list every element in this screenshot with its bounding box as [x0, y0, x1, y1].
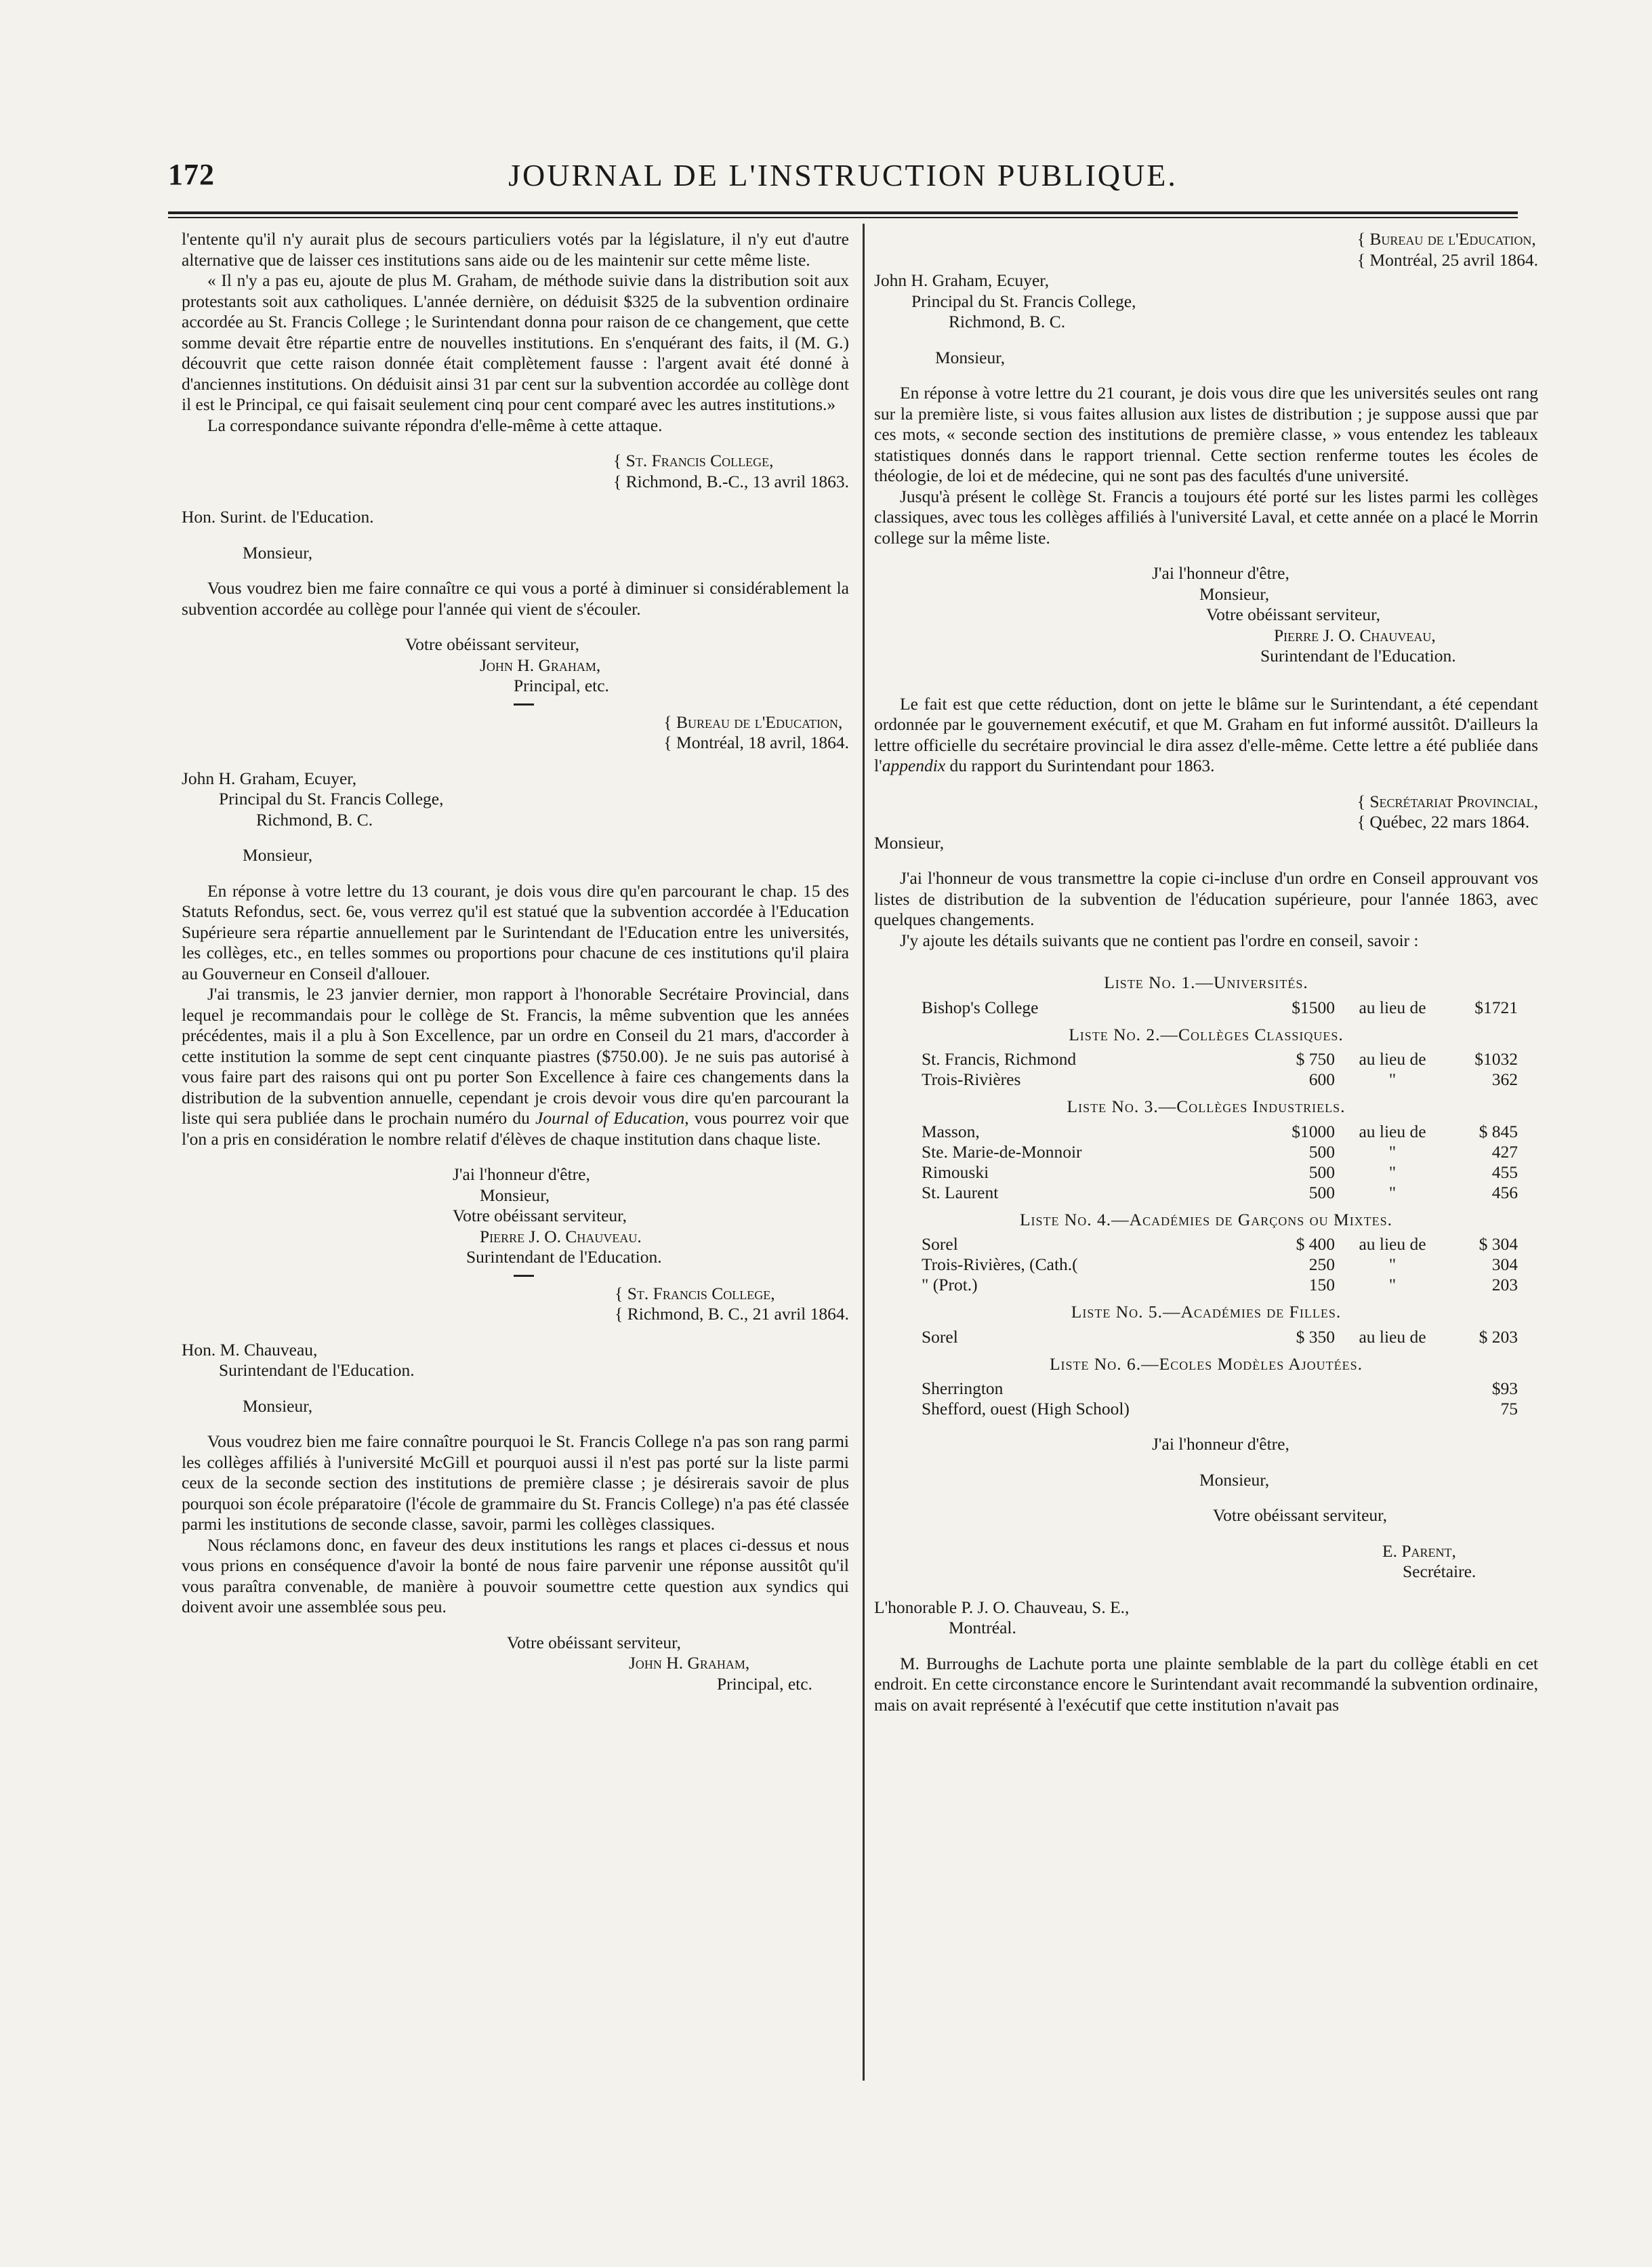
cell-name: St. Laurent: [922, 1182, 999, 1202]
cell-value: 150: [1308, 1275, 1335, 1294]
letter-recipient: Richmond, B. C.: [949, 312, 1066, 331]
cell-name: St. Francis, Richmond: [922, 1049, 1077, 1069]
salutation: Monsieur,: [243, 542, 313, 563]
cell-old: $1721: [1474, 997, 1518, 1017]
cell-value: [1274, 1378, 1335, 1399]
table-row: [922, 1254, 1518, 1275]
cell-mid: au lieu de: [1359, 1326, 1426, 1347]
letter-recipient: Montréal.: [949, 1618, 1016, 1637]
cell-name: Sherrington: [922, 1378, 1004, 1398]
cell-old: $93: [1491, 1378, 1518, 1398]
table-row: [922, 1327, 1518, 1347]
cell-value: $ 400: [1296, 1234, 1335, 1254]
signature-title: Principal, etc.: [717, 1673, 812, 1694]
list-table: [922, 1378, 1518, 1419]
cell-mid: [1335, 1399, 1450, 1419]
salutation: Monsieur,: [243, 1395, 313, 1416]
list-table: [922, 1049, 1518, 1090]
table-row: [922, 1399, 1518, 1419]
table-row: [922, 998, 1518, 1018]
cell-name: Shefford, ouest (High School): [922, 1399, 1130, 1418]
table-row: [922, 1275, 1518, 1295]
separator-dash: [514, 703, 534, 706]
salutation: Monsieur,: [243, 845, 313, 865]
letter-recipient: John H. Graham, Ecuyer,: [182, 768, 357, 788]
cell-mid: ": [1388, 1141, 1397, 1162]
cell-old: 427: [1491, 1141, 1518, 1162]
cell-mid: ": [1388, 1254, 1397, 1274]
letter-body: J'ai l'honneur de vous transmettre la copie ci-incluse d'un ordre en Conseil approuvant vos listes de distribution de la subvention de l'éducation supérieure, pour l'année 1863, avec quelques changements.: [874, 868, 1538, 929]
letter-recipient: Surintendant de l'Education.: [219, 1360, 415, 1380]
cell-mid: au lieu de: [1359, 997, 1426, 1017]
list-table: [922, 1122, 1518, 1203]
signature-title: Secrétaire.: [1403, 1561, 1477, 1581]
table-row: [922, 1049, 1518, 1069]
table-row: [922, 1142, 1518, 1162]
closing: Monsieur,: [1199, 584, 1270, 604]
closing: Votre obéissant serviteur,: [507, 1632, 681, 1652]
cell-value: $ 750: [1296, 1049, 1335, 1069]
cell-value: 500: [1308, 1162, 1335, 1182]
salutation: Monsieur,: [874, 832, 945, 853]
closing: Monsieur,: [1199, 1469, 1270, 1490]
cell-mid: ": [1388, 1162, 1397, 1182]
signature: Pierre J. O. Chauveau.: [480, 1226, 642, 1246]
cell-old: 304: [1491, 1254, 1518, 1274]
cell-mid: au lieu de: [1359, 1234, 1426, 1254]
paragraph: Le fait est que cette réduction, dont on jette le blâme sur le Surintendant, a été cependant ordonnée par le gouvernement exécutif, et que M. Graham en fut informé aussitôt. D'ailleurs la lettre officielle du secrétaire provincial le dira assez d'elle-même. Cette lettre a été publiée dans l'appendix du rapport du Surintendant pour 1863.: [874, 693, 1538, 775]
cell-name: Trois-Rivières: [922, 1069, 1021, 1089]
letter-dateline: { Bureau de l'Education, { Montréal, 18 avril, 1864.: [663, 712, 849, 752]
signature-title: Principal, etc.: [514, 676, 609, 695]
closing: Votre obéissant serviteur,: [1213, 1505, 1387, 1525]
letter-body: Nous réclamons donc, en faveur des deux institutions les rangs et places ci-dessus et nous vous prions en conséquence d'avoir la bonté de nous faire parvenir une réponse aussitôt qu'il vous paraîtra convenable, de manière à pouvoir soumettre cette question aux syndics qui doivent avoir une assemblée sous peu.: [182, 1534, 849, 1616]
letter-recipient: Principal du St. Francis College,: [219, 789, 444, 809]
letter-dateline: { Secrétariat Provincial, { Québec, 22 mars 1864.: [1357, 791, 1538, 832]
running-title: JOURNAL DE L'INSTRUCTION PUBLIQUE.: [508, 158, 1178, 192]
cell-mid: ": [1388, 1069, 1397, 1089]
cell-name: " (Prot.): [922, 1275, 978, 1294]
cell-value: $ 350: [1296, 1326, 1335, 1347]
list-heading: Liste No. 4.—Académies de Garçons ou Mixtes.: [1019, 1209, 1393, 1229]
signature-title: Surintendant de l'Education.: [1260, 646, 1456, 666]
closing: Votre obéissant serviteur,: [453, 1206, 627, 1225]
paragraph: l'entente qu'il n'y aurait plus de secours particuliers votés par la législature, il n'y eut d'autre alternative que de laisser ces institutions sans aide ou de les maintenir sur cette même liste.: [182, 229, 849, 270]
list-heading: Liste No. 6.—Ecoles Modèles Ajoutées.: [1049, 1353, 1363, 1374]
letter-body: Jusqu'à présent le collège St. Francis a toujours été porté sur les listes parmi les collèges classiques, avec tous les collèges affiliés à l'université Laval, et cette année on a placé le Morrin college sur la même liste.: [874, 486, 1538, 548]
cell-name: Trois-Rivières, (Cath.(: [922, 1254, 1078, 1274]
cell-value: $1500: [1292, 997, 1335, 1017]
table-row: [922, 1378, 1518, 1399]
letter-recipient: Hon. M. Chauveau,: [182, 1339, 318, 1360]
cell-old: $ 845: [1479, 1121, 1518, 1141]
signature-title: Surintendant de l'Education.: [466, 1247, 662, 1267]
cell-old: 75: [1500, 1399, 1518, 1418]
letter-recipient: L'honorable P. J. O. Chauveau, S. E.,: [874, 1597, 1130, 1617]
letter-body: J'y ajoute les détails suivants que ne contient pas l'ordre en conseil, savoir :: [900, 930, 1419, 950]
cell-old: 203: [1491, 1275, 1518, 1294]
salutation: Monsieur,: [935, 347, 1006, 367]
letter-body: Vous voudrez bien me faire connaître ce qui vous a porté à diminuer si considérablement la subvention accordée au collège pour l'année qui vient de s'écouler.: [182, 578, 849, 619]
cell-mid: au lieu de: [1359, 1121, 1426, 1141]
letter-dateline: { St. Francis College, { Richmond, B. C., 21 avril 1864.: [615, 1283, 849, 1324]
letter-body: En réponse à votre lettre du 13 courant, je dois vous dire qu'en parcourant le chap. 15 des Statuts Refondus, sect. 6e, vous verrez qu'il est statué que la subvention accordée à l'Education Supérieure sera répartie annuellement par le Surintendant de l'Education entre les universités, les collèges, etc., en telles sommes ou proportions pour chacune de ces institutions qu'il plaira au Gouverneur en Conseil d'allouer.: [182, 880, 849, 983]
cell-old: 362: [1491, 1069, 1518, 1089]
letter-recipient: Principal du St. Francis College,: [911, 291, 1136, 311]
cell-old: $ 304: [1479, 1234, 1518, 1254]
cell-old: 456: [1491, 1182, 1518, 1202]
signature: E. Parent,: [1382, 1540, 1456, 1561]
cell-value: 500: [1308, 1182, 1335, 1202]
list-heading: Liste No. 1.—Universités.: [1104, 973, 1308, 992]
cell-mid: ": [1388, 1182, 1397, 1202]
distribution-lists: [874, 973, 1538, 1419]
separator-dash: [514, 1275, 534, 1277]
letter-body: En réponse à votre lettre du 21 courant, je dois vous dire que les universités seules ont rang sur la première liste, si vous faites allusion aux listes de distribution ; je suppose aussi que par ces mots, « seconde section des institutions de première classe, » vous entendez les tableaux statistiques donnés dans le rapport triennal. Cette section renferme toutes les écoles de théologie, de loi et de médecine, qui ne sont pas des facultés d'une université.: [874, 383, 1538, 485]
cell-value: 250: [1308, 1254, 1335, 1274]
letter-dateline: { St. Francis College, { Richmond, B.-C., 13 avril 1863.: [613, 451, 849, 491]
closing: Votre obéissant serviteur,: [1206, 605, 1380, 624]
right-column: [874, 229, 1538, 1715]
cell-value: $1000: [1292, 1121, 1335, 1141]
signature: John H. Graham,: [629, 1653, 750, 1673]
list-table: [922, 1234, 1518, 1295]
list-heading: Liste No. 3.—Collèges Industriels.: [1067, 1097, 1346, 1116]
list-table: [922, 998, 1518, 1018]
signature: John H. Graham,: [480, 655, 601, 675]
letter-recipient: John H. Graham, Ecuyer,: [874, 270, 1050, 290]
header-rule-thin: [168, 217, 1518, 218]
letter-body: Vous voudrez bien me faire connaître pourquoi le St. Francis College n'a pas son rang parmi les collèges affiliés à l'université McGill et pourquoi aussi il n'est pas porté sur la liste parmi ceux de la seconde section des institutions de première classe ; je désirerais savoir de plus pourquoi son école préparatoire (l'école de grammaire du St. Francis College) n'a pas été classée parmi les institutions de seconde classe, savoir, parmi les collèges classiques.: [182, 1431, 849, 1534]
paragraph: M. Burroughs de Lachute porta une plainte semblable de la part du collège établi en cet endroit. En cette circonstance encore le Surintendant avait recommandé la subvention ordinaire, mais on avait représenté à l'exécutif que cette institution n'avait pas: [874, 1653, 1538, 1715]
table-row: [922, 1183, 1518, 1203]
cell-name: Bishop's College: [922, 997, 1039, 1017]
closing: J'ai l'honneur d'être,: [1152, 1434, 1289, 1454]
cell-name: Rimouski: [922, 1162, 989, 1182]
cell-mid: ": [1388, 1275, 1397, 1294]
cell-name: Ste. Marie-de-Monnoir: [922, 1141, 1082, 1162]
left-column: [182, 229, 849, 1694]
table-row: [922, 1122, 1518, 1142]
header-rule: [168, 211, 1518, 214]
paragraph: La correspondance suivante répondra d'elle-même à cette attaque.: [207, 415, 663, 435]
list-heading: Liste No. 2.—Collèges Classiques.: [1069, 1024, 1344, 1044]
closing: Votre obéissant serviteur,: [405, 634, 579, 654]
table-row: [922, 1069, 1518, 1090]
cell-old: $ 203: [1479, 1326, 1518, 1347]
cell-mid: [1335, 1378, 1450, 1399]
letter-recipient: Richmond, B. C.: [256, 809, 373, 830]
page-header: [168, 157, 1518, 205]
letter-body: J'ai transmis, le 23 janvier dernier, mon rapport à l'honorable Secrétaire Provincial, dans lequel je recommandais pour le collège de St. Francis, la même subvention que les années précédentes, mais il a plu à Son Excellence, par un ordre en Conseil du 21 mars, d'accorder à cette institution la somme de sept cent cinquante piastres ($750.00). Je ne suis pas autorisé à vous faire part des raisons qui ont pu porter Son Excellence à faire ces changements dans la distribution de la subvention annuelle, cependant je crois devoir vous dire qu'en parcourant la liste qui sera publiée dans le prochain numéro du Journal of Education, vous pourrez voir que l'on a pris en considération le nombre relatif d'élèves de chaque institution dans chaque liste.: [182, 984, 849, 1149]
letter-dateline: { Bureau de l'Education, { Montréal, 25 avril 1864.: [1357, 229, 1538, 270]
table-row: [922, 1162, 1518, 1183]
closing: J'ai l'honneur d'être,: [1152, 563, 1289, 583]
closing: J'ai l'honneur d'être,: [453, 1164, 590, 1184]
letter-recipient: Hon. Surint. de l'Education.: [182, 507, 374, 527]
column-divider: [863, 224, 865, 2081]
page-number: 172: [168, 158, 215, 191]
list-heading: Liste No. 5.—Académies de Filles.: [1071, 1302, 1342, 1322]
cell-value: [1274, 1399, 1335, 1419]
signature: Pierre J. O. Chauveau,: [1274, 625, 1436, 645]
list-table: [922, 1327, 1518, 1347]
cell-value: 500: [1308, 1141, 1335, 1162]
cell-name: Sorel: [922, 1326, 958, 1347]
paragraph: « Il n'y a pas eu, ajoute de plus M. Graham, de méthode suivie dans la distribution soit aux protestants soit aux catholiques. L'année dernière, on déduisit $325 de la subvention ordinaire accordée au St. Francis College ; le Surintendant donna pour raison de ce changement, que cette somme devait être répartie entre de nouvelles institutions. En s'enquérant des faits, il (M. G.) découvrit que cette raison donnée était complètement fausse : l'argent avait été donné à d'anciennes institutions. On déduisit ainsi 31 par cent sur la subvention accordée au collège dont il est le Principal, ce qui faisait seulement cinq pour cent comparé avec les autres institutions.»: [182, 270, 849, 414]
cell-value: 600: [1308, 1069, 1335, 1089]
cell-old: $1032: [1474, 1049, 1518, 1069]
closing: Monsieur,: [480, 1185, 550, 1205]
cell-mid: au lieu de: [1359, 1049, 1426, 1069]
cell-old: 455: [1491, 1162, 1518, 1182]
cell-name: Sorel: [922, 1234, 958, 1254]
table-row: [922, 1234, 1518, 1254]
cell-name: Masson,: [922, 1121, 980, 1141]
